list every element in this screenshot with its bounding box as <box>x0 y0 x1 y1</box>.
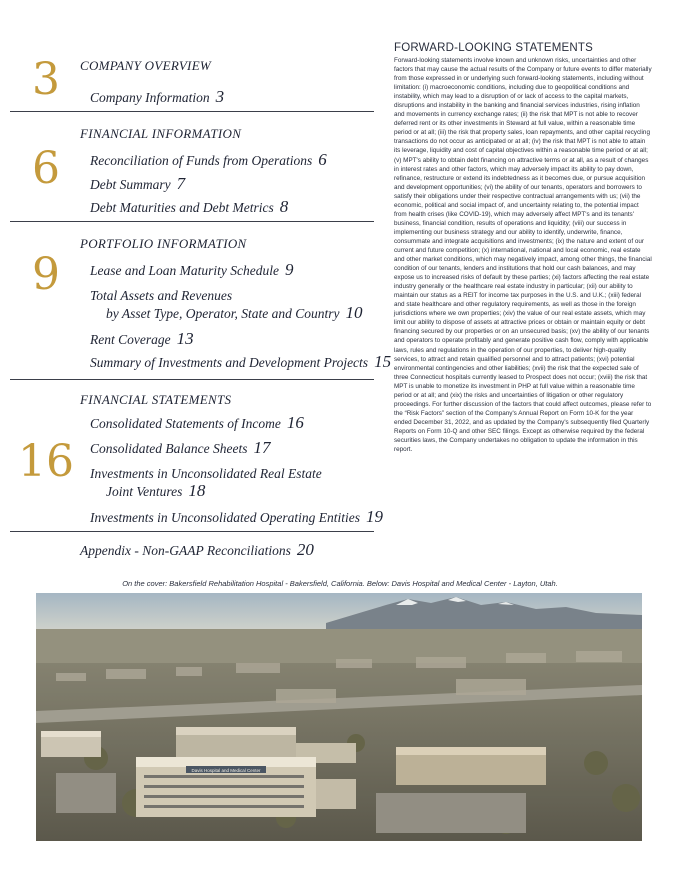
toc-entry-unconsolidated-real-estate[interactable] <box>90 465 322 500</box>
toc-entry-page: 3 <box>215 87 225 106</box>
toc-entry-debt-summary[interactable] <box>90 174 185 194</box>
forward-looking-title: FORWARD-LOOKING STATEMENTS <box>394 42 594 54</box>
toc-entry-page: 15 <box>374 352 392 371</box>
toc-entry-label-continued: Joint Ventures <box>106 484 183 499</box>
toc-entry-page: 10 <box>345 303 363 322</box>
toc-entry-debt-maturities[interactable] <box>90 197 288 217</box>
section-number: 16 <box>18 436 74 487</box>
toc-entry-page: 9 <box>284 260 294 279</box>
toc-entry-label: Consolidated Balance Sheets <box>90 441 248 456</box>
toc-entry-label: Rent Coverage <box>90 332 171 347</box>
toc-entry-page: 7 <box>176 174 186 193</box>
forward-looking-body: Forward-looking statements involve known and unknown risks, uncertainties and other factors that may cause the actual results of the Company or future events to differ materially from those expressed in or underlying such forward-looking statements, including without limitation: (i) macroeconomic conditions, including due to geopolitical conditions and instability, which may lead to a disruption of or lack of access to the capital markets, disruptions and instability in the banking and financial services industries, rising inflation and movements in currency exchange rates; (ii) the risk that MPT is not able to recover deferred rent or its other investments in Steward at full value, within a reasonable time period or at all; (iii) the risk that property sales, loan repayments, and other capital recycling transactions do not occur as anticipated or at all; (iv) the risk that MPT is not able to attain its leverage, liquidity and cost of capital objectives within a reasonable time period or at all; (v) MPT's ability to obtain debt financing on attractive terms or at all, as a result of changes in interest rates and other factors, which may adversely impact its ability to pay down, refinance, restructure or extend its indebtedness as it becomes due, or pursue acquisition and development opportunities; (vi) the ability of our tenants, operators and borrowers to satisfy their obligations under their respective contractual arrangements with us; (vii) the economic, political and social impact of, and uncertainty relating to, the potential impact from health crises (like COVID-19), which may adversely affect MPT's and its tenants' business, financial condition, results of operations and liquidity; (viii) our success in implementing our business strategy and our ability to identify, underwrite, finance, consummate and integrate acquisitions and investments; (ix) the nature and extent of our current and future competition; (x) international, national and local economic, real estate and other market conditions, which may negatively impact, among other things, the financial condition of our tenants, lenders and institutions that hold our cash balances, and may expose us to increased risks of default by these parties; (xi) factors affecting the real estate industry generally or the healthcare real estate industry in particular; (xii) our ability to maintain our status as a REIT for income tax purposes in the U.S. and U.K.; (xiii) federal and state healthcare and other regulatory requirements, as well as those in the foreign jurisdictions where we own properties; (xiv) the value of our real estate assets, which may limit our ability to dispose of assets at attractive prices or obtain or maintain equity or debt financing secured by our properties or on an unsecured basis; (xv) the ability of our tenants and operators to operate profitably and generate positive cash flow, comply with applicable laws, rules and regulations in the operation of our properties, to deliver high-quality services, to attract and retain qualified personnel and to attract patients; (xvi) potential environmental contingencies and other liabilities; (xvii) the risk that the expected sale of three Connecticut hospitals currently leased to Prospect does not occur; (xviii) the risk that MPT is unable to monetize its investment in PHP at full value within a reasonable time period or at all; and (xix) the risks and uncertainties of litigation or other regulatory proceedings. For further discussion of the factors that could affect outcomes, please refer to the “Risk Factors” section of the Company's Annual Report on Form 10-K for the year ended December 31, 2022, and as updated by the Company's subsequently filed Quarterly Reports on Form 10-Q and other SEC filings. Except as otherwise required by the federal securities laws, the Company undertakes no obligation to update the information in this report. <box>394 57 652 454</box>
toc-entry-label: Total Assets and Revenues <box>90 288 233 303</box>
toc-entry-label: Appendix - Non-GAAP Reconciliations <box>80 543 291 558</box>
toc-entry-label: Summary of Investments and Development Projects <box>90 355 369 370</box>
building-sign: Davis Hospital and Medical Center <box>191 768 261 773</box>
toc-entry-reconciliation-ffo[interactable] <box>90 150 327 170</box>
aerial-photo-illustration <box>36 593 642 841</box>
section-divider <box>10 111 374 112</box>
toc-entry-page: 16 <box>286 413 304 432</box>
toc-entry-balance-sheets[interactable] <box>90 438 270 458</box>
section-divider <box>10 221 374 222</box>
section-number: 9 <box>32 249 60 300</box>
toc-entry-label: Debt Summary <box>90 177 171 192</box>
toc-entry-page: 18 <box>188 481 206 500</box>
toc-entry-total-assets-revenues[interactable] <box>90 287 362 322</box>
toc-entry-page: 19 <box>365 507 383 526</box>
section-title: PORTFOLIO INFORMATION <box>80 236 247 251</box>
forward-looking-statements <box>394 42 652 454</box>
section-divider <box>10 531 374 532</box>
toc-entry-page: 8 <box>279 197 289 216</box>
toc-entry-label: Investments in Unconsolidated Operating Entities <box>90 510 360 525</box>
section-number: 6 <box>32 143 60 194</box>
toc-entry-unconsolidated-operating[interactable] <box>90 507 383 527</box>
section-title: FINANCIAL STATEMENTS <box>80 392 232 407</box>
section-title: FINANCIAL INFORMATION <box>80 126 242 141</box>
toc-entry-lease-loan-maturity[interactable] <box>90 260 293 280</box>
toc-entry-page: 13 <box>176 329 194 348</box>
toc-entry-page: 6 <box>318 150 327 169</box>
section-divider <box>10 379 374 380</box>
aerial-hospital-photo <box>36 593 642 841</box>
toc-entry-page: 17 <box>253 438 271 457</box>
toc-entry-label: Investments in Unconsolidated Real Estate <box>90 466 322 481</box>
photo-caption: On the cover: Bakersfield Rehabilitation Hospital - Bakersfield, California. Below: Davis Hospital and Medical Center - Layton, Utah. <box>122 579 558 588</box>
toc-entry-label: Debt Maturities and Debt Metrics <box>90 200 274 215</box>
toc-entry-rent-coverage[interactable] <box>90 329 194 349</box>
toc-entry-appendix[interactable] <box>80 540 314 560</box>
toc-entry-label-continued: by Asset Type, Operator, State and Country <box>106 306 340 321</box>
toc-entry-label: Reconciliation of Funds from Operations <box>90 153 313 168</box>
toc-entry-page: 20 <box>296 540 314 559</box>
section-number: 3 <box>32 54 60 105</box>
toc-entry-statements-income[interactable] <box>90 413 304 433</box>
toc-entry-label: Consolidated Statements of Income <box>90 416 281 431</box>
toc-entry-label: Lease and Loan Maturity Schedule <box>90 263 279 278</box>
section-title: COMPANY OVERVIEW <box>80 58 212 73</box>
toc-entry-label: Company Information <box>90 90 210 105</box>
toc-entry-summary-investments[interactable] <box>90 352 391 372</box>
toc-entry-company-information[interactable] <box>90 87 224 107</box>
